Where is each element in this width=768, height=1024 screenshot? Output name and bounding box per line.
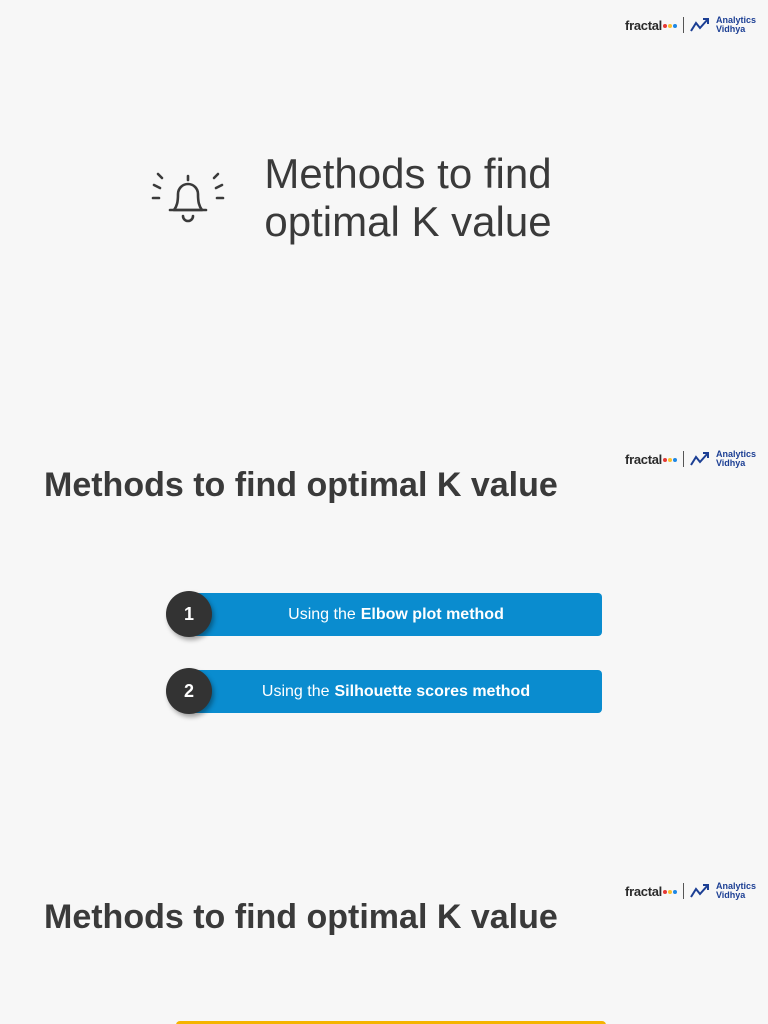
method-number-badge: 1 — [166, 591, 212, 637]
analytics-vidhya-icon — [690, 17, 710, 33]
slide-heading: Methods to find optimal K value — [44, 466, 558, 504]
logo-dots — [663, 24, 677, 28]
brand-logo — [625, 882, 756, 900]
logo-separator — [683, 451, 684, 467]
analytics-vidhya-text: Analytics Vidhya — [715, 881, 756, 900]
slide-heading: Methods to find optimal K value — [44, 898, 558, 936]
fractal-logo: fractal — [625, 884, 677, 899]
method-number-badge: 2 — [166, 668, 212, 714]
method-bar: Using the Silhouette scores method — [190, 670, 602, 713]
title-block — [150, 150, 568, 246]
logo-dots — [663, 458, 677, 462]
fractal-logo: fractal — [625, 18, 677, 33]
analytics-vidhya-icon — [690, 451, 710, 467]
methods-slide-partial — [0, 864, 768, 1024]
method-bar: Using the Elbow plot method — [190, 593, 602, 636]
title-slide — [0, 0, 768, 432]
methods-slide — [0, 432, 768, 864]
analytics-vidhya-icon — [690, 883, 710, 899]
logo-separator — [683, 883, 684, 899]
fractal-logo: fractal — [625, 452, 677, 467]
analytics-vidhya-text: Analytics Vidhya — [715, 449, 756, 468]
logo-separator — [683, 17, 684, 33]
brand-logo — [625, 16, 756, 34]
method-item-elbow — [166, 591, 606, 637]
bell-icon — [150, 166, 226, 230]
logo-dots — [663, 890, 677, 894]
slide-title: Methods to find optimal K value — [264, 150, 552, 245]
brand-logo — [625, 450, 756, 468]
method-item-silhouette — [166, 668, 606, 714]
analytics-vidhya-text: Analytics Vidhya — [715, 15, 756, 34]
